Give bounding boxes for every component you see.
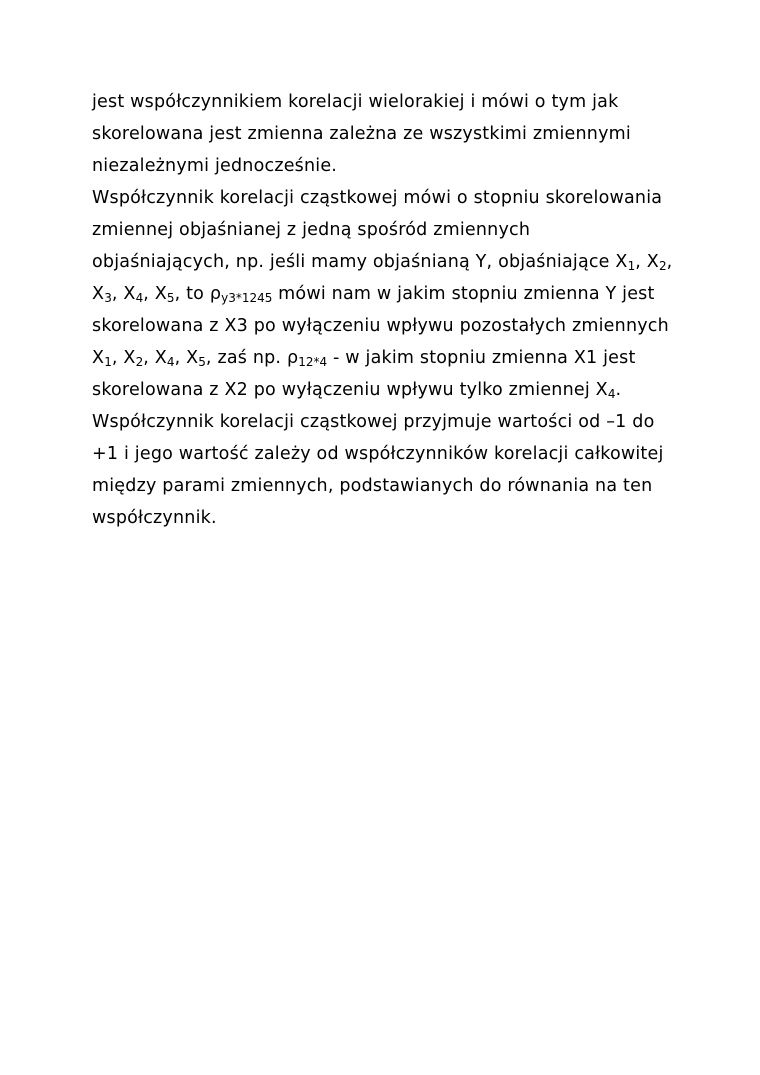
text-run: X [92, 284, 105, 304]
text-line [92, 406, 717, 438]
subscript-text: 4 [135, 291, 144, 305]
text-line [92, 182, 717, 214]
subscript-text: 2 [658, 259, 667, 273]
subscript-text: 12*4 [298, 355, 328, 369]
text-run: Współczynnik korelacji cząstkowej przyjmuje wartości od –1 do [92, 412, 655, 432]
text-run: objaśniających, np. jeśli mamy objaśnianą Y, objaśniające X [92, 252, 628, 272]
text-run: , zaś np. ρ [205, 348, 299, 368]
text-line [92, 150, 717, 182]
text-run: mówi nam w jakim stopniu zmienna Y jest [272, 284, 655, 304]
text-run: , X [174, 348, 199, 368]
text-run: X [92, 348, 105, 368]
text-line [92, 118, 717, 150]
text-line [92, 246, 717, 278]
text-line [92, 470, 717, 502]
subscript-text: 2 [135, 355, 144, 369]
text-run: zmiennej objaśnianej z jedną spośród zmiennych [92, 220, 531, 240]
text-run: , to ρ [174, 284, 222, 304]
text-run: , X [635, 252, 659, 272]
text-run: między parami zmiennych, podstawianych do równania na ten [92, 476, 653, 496]
subscript-text: 4 [166, 355, 175, 369]
text-line [92, 502, 717, 534]
subscript-text: 5 [166, 291, 175, 305]
subscript-text: 5 [198, 355, 206, 369]
text-run: skorelowana z X3 po wyłączeniu wpływu pozostałych zmiennych [92, 316, 669, 336]
text-line [92, 214, 717, 246]
text-line [92, 374, 717, 406]
text-run: - w jakim stopniu zmienna X1 jest [327, 348, 636, 368]
subscript-text: y3*1245 [221, 291, 273, 305]
text-run: , X [143, 284, 167, 304]
text-run: , X [143, 348, 167, 368]
text-line [92, 438, 717, 470]
text-run: +1 i jego wartość zależy od współczynników korelacji całkowitej [92, 444, 664, 464]
text-run: niezależnymi jednocześnie. [92, 156, 338, 176]
text-run: , X [111, 284, 136, 304]
subscript-text: 3 [104, 291, 112, 305]
text-run: . [615, 380, 622, 400]
text-run: skorelowana jest zmienna zależna ze wszystkimi zmiennymi [92, 124, 631, 144]
text-line [92, 86, 717, 118]
text-run: współczynnik. [92, 508, 217, 528]
text-run: skorelowana z X2 po wyłączeniu wpływu tylko zmiennej X [92, 380, 608, 400]
text-line [92, 342, 717, 374]
text-run: Współczynnik korelacji cząstkowej mówi o stopniu skorelowania [92, 188, 663, 208]
text-run: , X [111, 348, 136, 368]
subscript-text: 1 [104, 355, 112, 369]
text-run: jest współczynnikiem korelacji wielorakiej i mówi o tym jak [92, 92, 619, 112]
text-run: , [666, 252, 673, 272]
text-line [92, 278, 717, 310]
text-block [92, 86, 717, 534]
subscript-text: 1 [627, 259, 636, 273]
subscript-text: 4 [607, 387, 616, 401]
text-line [92, 310, 717, 342]
